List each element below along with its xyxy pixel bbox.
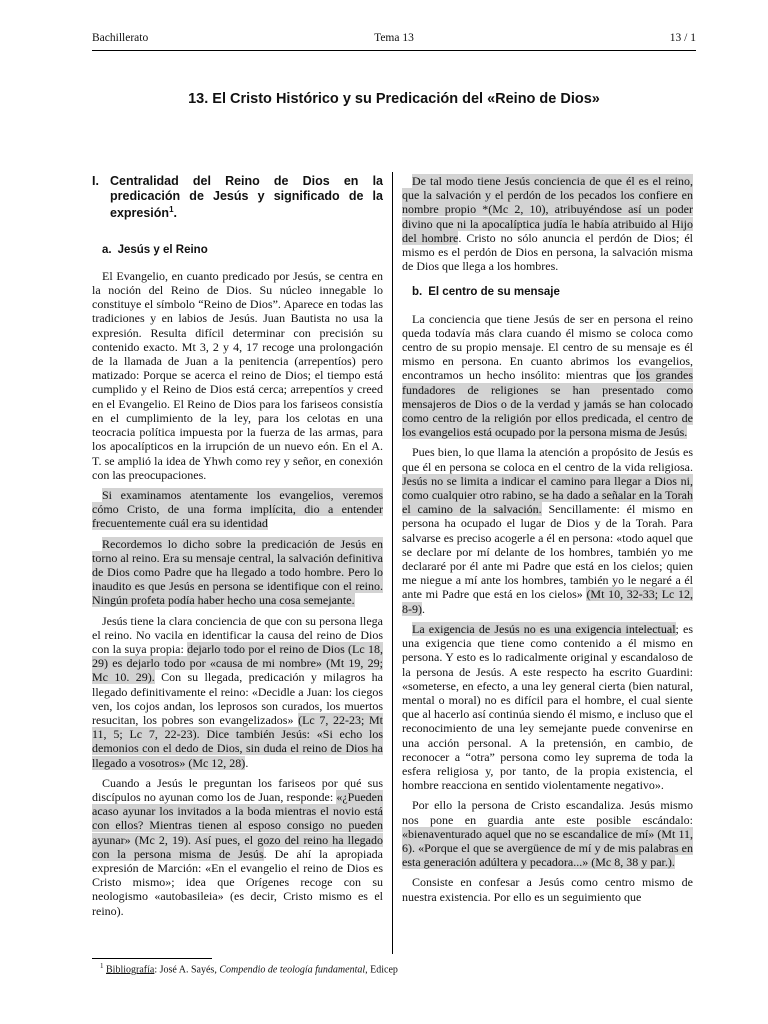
left-column (92, 174, 383, 924)
right-column (402, 174, 693, 910)
paragraph: La conciencia que tiene Jesús de ser en persona el reino queda todavía más clara cuando él mismo se coloca como centro de su propio mensaje. El centro de su mensaje es él mismo en persona. En cuanto abrimos los evangelios, encontramos un hecho insólito: mientras que los grandes fundadores de religiones se han presentado como mensajeros de Dios o de la verdad y jamás se han colocado como centro de la religión por ellos predicada, el centro de los evangelios está ocupado por la persona misma de Jesús. (402, 311, 693, 440)
paragraph: De tal modo tiene Jesús conciencia de que él es el reino, que la salvación y el perdón de los pecados los confiere en nombre propio *(Mc 2, 10), atribuyéndose así un poder divino que ni la apocalíptica judía le había atribuido al Hijo del hombre. Cristo no sólo anuncia el perdón de Dios; él mismo es el perdón de Dios en persona, la salvación misma de Dios que llega a los hombres. (402, 174, 693, 274)
header-page-number: 13 / 1 (669, 32, 696, 44)
paragraph: Consiste en confesar a Jesús como centro mismo de nuestra existencia. Por ello es un seguimiento que (402, 875, 693, 904)
header-rule (92, 50, 696, 51)
paragraph: La exigencia de Jesús no es una exigencia intelectual; es una exigencia que tiene como contenido a él mismo en persona. Y esto es lo radicalmente original y escandaloso de la persona de Jesús. A este respecto ha escrito Guardini: «someterse, en efecto, a una ley general cierta (bien natural, mental o moral) no es difícil para el hombre, el cual siente que al hacerlo así continúa siendo él mismo, e incluso que el reconocimiento de una ley semejante puede convenirse en una acción personal. A la pretensión, en cambio, de reconocer a “otra” persona como ley suprema de toda la esfera religiosa y, por tanto, de la propia existencia, el hombre reacciona en sentido violentamente negativo». (402, 621, 693, 793)
section-title: Centralidad del Reino de Dios en la predicación de Jesús y significado de la expresión (110, 174, 383, 221)
column-divider (392, 172, 393, 954)
footnote-rule (92, 958, 212, 959)
paragraph: El Evangelio, en cuanto predicado por Jesús, se centra en la noción del Reino de Dios. Su núcleo innegable lo constituye el símbolo “Reino de Dios”. Aparece en todas las tradiciones y en labios de Jesús. Juan Bautista no usa la expresión. Resulta difícil determinar con precisión su contenido exacto. Mt 3, 2 y 4, 17 recoge una prolongación de la llamada de Juan a la penitencia (arrepentíos) pero matizado: Porque se acerca el reino de Dios; el tiempo está cumplido y el Reino de Dios está cerca; arrepentíos y creed en el Evangelio. El Reino de Dios para los fariseos consistía en el cumplimiento de la ley, para los celotas en una teocracia política impuesta por la fuerza de las armas, para los apocalípticos en la irrupción de un nuevo eón. En el A. T. se amplió la idea de Yhwh como rey y señor, en conexión con las preocupaciones. (92, 268, 383, 482)
document-title: 13. El Cristo Histórico y su Predicación del «Reino de Dios» (188, 91, 600, 107)
subsection-b-heading: b. El centro de su mensaje (412, 286, 560, 299)
footnote-ref[interactable]: 1 (169, 205, 174, 214)
section-number: I. (92, 174, 99, 188)
footnote: $^1$ Bibliografía: José A. Sayés, Compendio de teología fundamental, Edicep (100, 962, 398, 976)
subsection-a-heading: a. Jesús y el Reino (102, 243, 208, 256)
paragraph: Cuando a Jesús le preguntan los fariseos por qué sus discípulos no ayunan como los de Juan, responde: «¿Pueden acaso ayunar los invitados a la boda mientras el novio está con ellos? Mientras tienen al esposo consigo no pueden ayunar» (Mc 2, 19). Así pues, el gozo del reino ha llegado con la persona misma de Jesús. De ahí la apropiada expresión de Marción: «En el evangelio el reino de Dios es Cristo mismo»; idea que Orígenes recoge con su neologismo «autobasileia» (es decir, Cristo mismo es el reino). (92, 775, 383, 918)
paragraph-highlighted: Recordemos lo dicho sobre la predicación de Jesús en torno al reino. Era su mensaje central, la salvación definitiva de Dios como Padre que ha llegado a todo hombre. Pero lo inaudito es que Jesús en persona se identifique con el reino. Ningún profeta podía haber hecho una cosa semejante. (92, 536, 383, 608)
header-course: Bachillerato (92, 32, 149, 44)
paragraph: Pues bien, lo que llama la atención a propósito de Jesús es que él en persona se coloca en el centro de la vida religiosa. Jesús no se limita a indicar el camino para llegar a Dios ni, como cualquier otro rabino, se ha dado a señalar en la Torah el camino de la salvación. Sencillamente: él mismo en persona ha ocupado el lugar de Dios y de la Torah. Para salvarse es preciso acogerle a él en persona: «todo aquel que se declare por mí delante de los hombres, también yo me declararé por él ante mi Padre que está en los cielos; quien me niegue a mí ante los hombres, también yo le negaré a él ante mi Padre que está en los cielos» (Mt 10, 32-33; Lc 12, 8-9). (402, 445, 693, 616)
footnote-book-title: Compendio de teología fundamental (219, 964, 366, 976)
header-topic: Tema 13 (374, 32, 414, 44)
paragraph-highlighted: Si examinamos atentamente los evangelios, veremos cómo Cristo, de una forma implícita, dio a entender frecuentemente cuál era su identidad (92, 487, 383, 531)
section-heading: I. Centralidad del Reino de Dios en la predicación de Jesús y significado de la expresión$^1$. (92, 174, 383, 221)
paragraph: Por ello la persona de Cristo escandaliza. Jesús mismo nos pone en guardia ante este posible escándalo: «bienaventurado aquel que no se escandalice de mí» (Mt 11, 6). «Porque el que se avergüence de mí y de mis palabras en esta generación adúltera y pecadora...» (Mc 8, 38 y par.). (402, 798, 693, 870)
paragraph: Jesús tiene la clara conciencia de que con su persona llega el reino. No vacila en identificar la causa del reino de Dios con la suya propia: dejarlo todo por el reino de Dios (Lc 18, 29) es dejarlo todo por «causa de mi nombre» (Mt 19, 29; Mc 10. 29). Con su llegada, predicación y milagros ha llegado definitivamente el reino: «Decidle a Juan: los ciegos ven, los cojos andan, los leprosos son curados, los muertos resucitan, los pobres son evangelizados» (Lc 7, 22-23; Mt 11, 5; Lc 7, 22-23). Dice también Jesús: «Si echo los demonios con el dedo de Dios, sin duda el reino de Dios ha llegado a vosotros» (Mc 12, 28). (92, 613, 383, 770)
page-header (92, 32, 696, 50)
footnote-label: Bibliografía (106, 964, 155, 976)
